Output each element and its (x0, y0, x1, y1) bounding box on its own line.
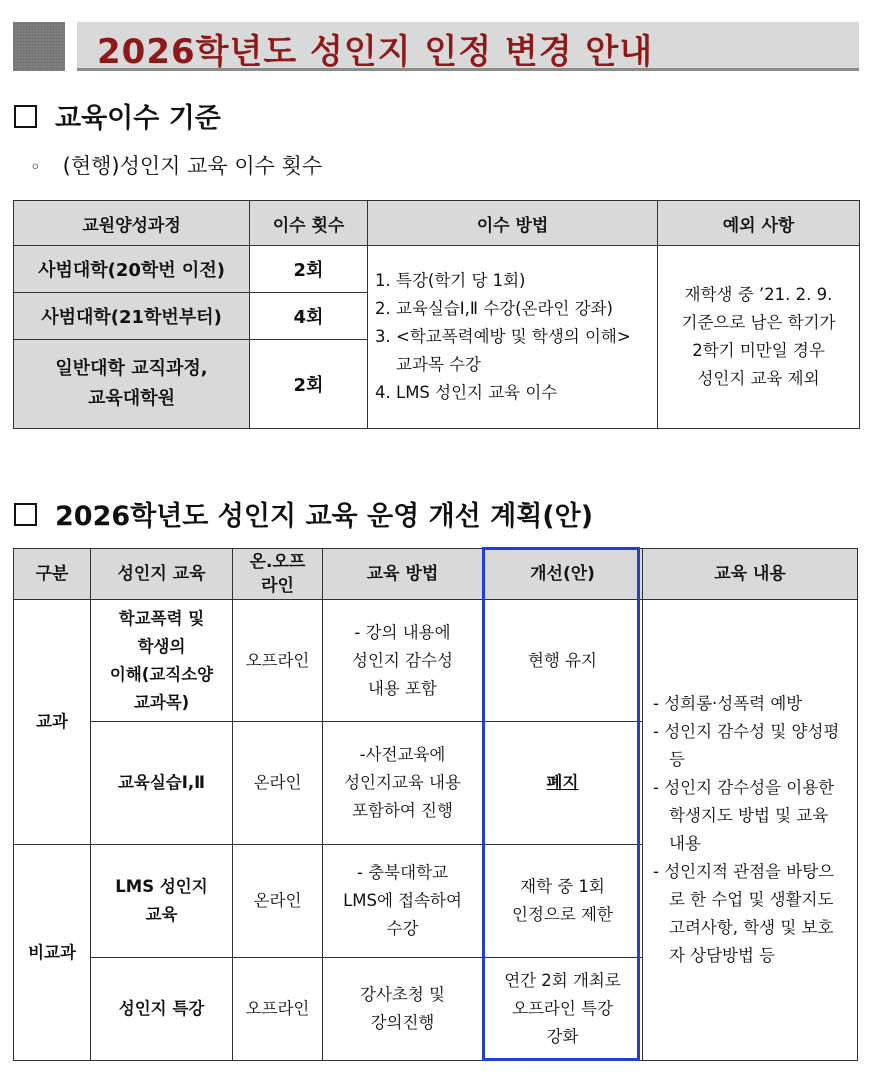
checkbox-square-icon (14, 503, 37, 526)
method-cell (323, 600, 483, 722)
method-line: 내용 포함 (367, 678, 437, 698)
improvement-line: 인정으로 제한 (512, 905, 613, 924)
list-item: 1. 특강(학기 당 1회) (396, 267, 651, 295)
course-cell: 사범대학(21학번부터) (14, 293, 250, 340)
method-line: 포함하여 진행 (352, 801, 453, 820)
mode-cell: 온라인 (233, 722, 323, 845)
exception-line: 재학생 중 ’21. 2. 9. (684, 285, 833, 304)
section1-heading-text: 교육이수 기준 (55, 103, 221, 134)
improvement-line: 현행 유지 (527, 650, 597, 670)
improvement-plan-table (13, 548, 858, 1061)
method-line: - 충북대학교 (357, 863, 448, 882)
education-line: 학교폭력 및 (118, 608, 205, 628)
mode-cell: 오프라인 (233, 958, 323, 1061)
improvement-line: 오프라인 특강 (512, 999, 613, 1018)
section1-subheading (30, 150, 322, 180)
method-cell (368, 246, 658, 429)
method-line: 강사초청 및 (360, 985, 445, 1004)
section2-heading (14, 494, 593, 533)
method-line: 성인지교육 내용 (344, 773, 461, 792)
header-exception: 예외 사항 (658, 201, 860, 246)
list-item: 4. LMS 성인지 교육 이수 (396, 379, 651, 407)
education-line: 이해(교직소양 (109, 664, 214, 684)
count-cell: 2회 (250, 340, 368, 429)
education-cell (91, 958, 233, 1061)
education-cell (91, 845, 233, 958)
education-line: 학생의 (137, 636, 186, 656)
count-cell: 4회 (250, 293, 368, 340)
title-square-decoration (13, 22, 65, 71)
education-cell (91, 722, 233, 845)
header-mode-line: 라인 (261, 576, 294, 596)
checkbox-square-icon (14, 105, 37, 128)
improvement-cell (483, 722, 643, 845)
header-count: 이수 횟수 (250, 201, 368, 246)
group-extracurricular: 비교과 (14, 845, 91, 1061)
exception-line: 성인지 교육 제외 (697, 369, 820, 388)
list-item: 2. 교육실습Ⅰ,Ⅱ 수강(온라인 강좌) (396, 295, 651, 323)
education-line: 교육 (145, 905, 178, 924)
method-cell (323, 845, 483, 958)
section2-heading-text: 2026학년도 성인지 교육 운영 개선 계획(안) (55, 501, 594, 532)
method-cell (323, 958, 483, 1061)
education-line: 교육실습Ⅰ,Ⅱ (117, 773, 206, 792)
list-item: - 성인지적 관점을 바탕으로 한 수업 및 생활지도 고려사항, 학생 및 보호자 상담방법 등 (653, 862, 835, 965)
improvement-line: 재학 중 1회 (520, 877, 605, 896)
exception-line: 2학기 미만일 경우 (692, 341, 825, 360)
header-mode-line: 온.오프 (249, 552, 306, 572)
method-line: -사전교육에 (359, 745, 446, 764)
list-item: - 성인지 감수성을 이용한 학생지도 방법 및 교육 내용 (653, 778, 835, 853)
list-item: - 성인지 감수성 및 양성평등 (653, 722, 840, 769)
page-title: 2026학년도 성인지 인정 변경 안내 (97, 32, 654, 72)
education-criteria-table (13, 200, 860, 429)
title-banner (13, 22, 859, 72)
table-header-row (14, 201, 860, 246)
course-line: 교육대학원 (88, 388, 175, 409)
section1-subheading-text: (현행)성인지 교육 이수 횟수 (62, 154, 323, 178)
header-content: 교육 내용 (643, 549, 858, 600)
education-cell (91, 600, 233, 722)
header-category: 구분 (14, 549, 91, 600)
group-curricular: 교과 (14, 600, 91, 845)
count-cell: 2회 (250, 246, 368, 293)
method-line: LMS에 접속하여 (343, 891, 462, 910)
header-improvement: 개선(안) (483, 549, 643, 600)
list-item: 3. <학교폭력예방 및 학생의 이해> 교과목 수강 (396, 323, 651, 379)
education-line: LMS 성인지 (115, 877, 208, 896)
table-row (14, 246, 860, 293)
method-cell (323, 722, 483, 845)
improvement-cell (483, 958, 643, 1061)
header-course: 교원양성과정 (14, 201, 250, 246)
improvement-line: 폐지 (546, 773, 579, 792)
bullet-circle-icon: ◦ (30, 157, 41, 178)
header-method: 이수 방법 (368, 201, 658, 246)
course-cell (14, 340, 250, 429)
course-cell: 사범대학(20학번 이전) (14, 246, 250, 293)
improvement-line: 강화 (546, 1027, 579, 1046)
method-line: 성인지 감수성 (352, 650, 453, 670)
content-cell (643, 600, 858, 1061)
exception-cell (658, 246, 860, 429)
method-line: 강의진행 (370, 1013, 435, 1032)
table-header-row (14, 549, 858, 600)
table-row (14, 600, 858, 722)
education-line: 교과목) (133, 692, 190, 712)
education-line: 성인지 특강 (118, 999, 205, 1018)
mode-cell: 온라인 (233, 845, 323, 958)
header-mode (233, 549, 323, 600)
header-education: 성인지 교육 (91, 549, 233, 600)
mode-cell: 오프라인 (233, 600, 323, 722)
header-method: 교육 방법 (323, 549, 483, 600)
section1-heading (14, 96, 221, 135)
exception-line: 기준으로 남은 학기가 (681, 313, 836, 332)
course-line: 일반대학 교직과정, (55, 358, 208, 379)
improvement-cell (483, 600, 643, 722)
method-line: 수강 (386, 919, 419, 938)
list-item: - 성희롱·성폭력 예방 (653, 694, 803, 713)
method-line: - 강의 내용에 (354, 622, 451, 642)
improvement-cell (483, 845, 643, 958)
improvement-line: 연간 2회 개최로 (504, 971, 621, 990)
